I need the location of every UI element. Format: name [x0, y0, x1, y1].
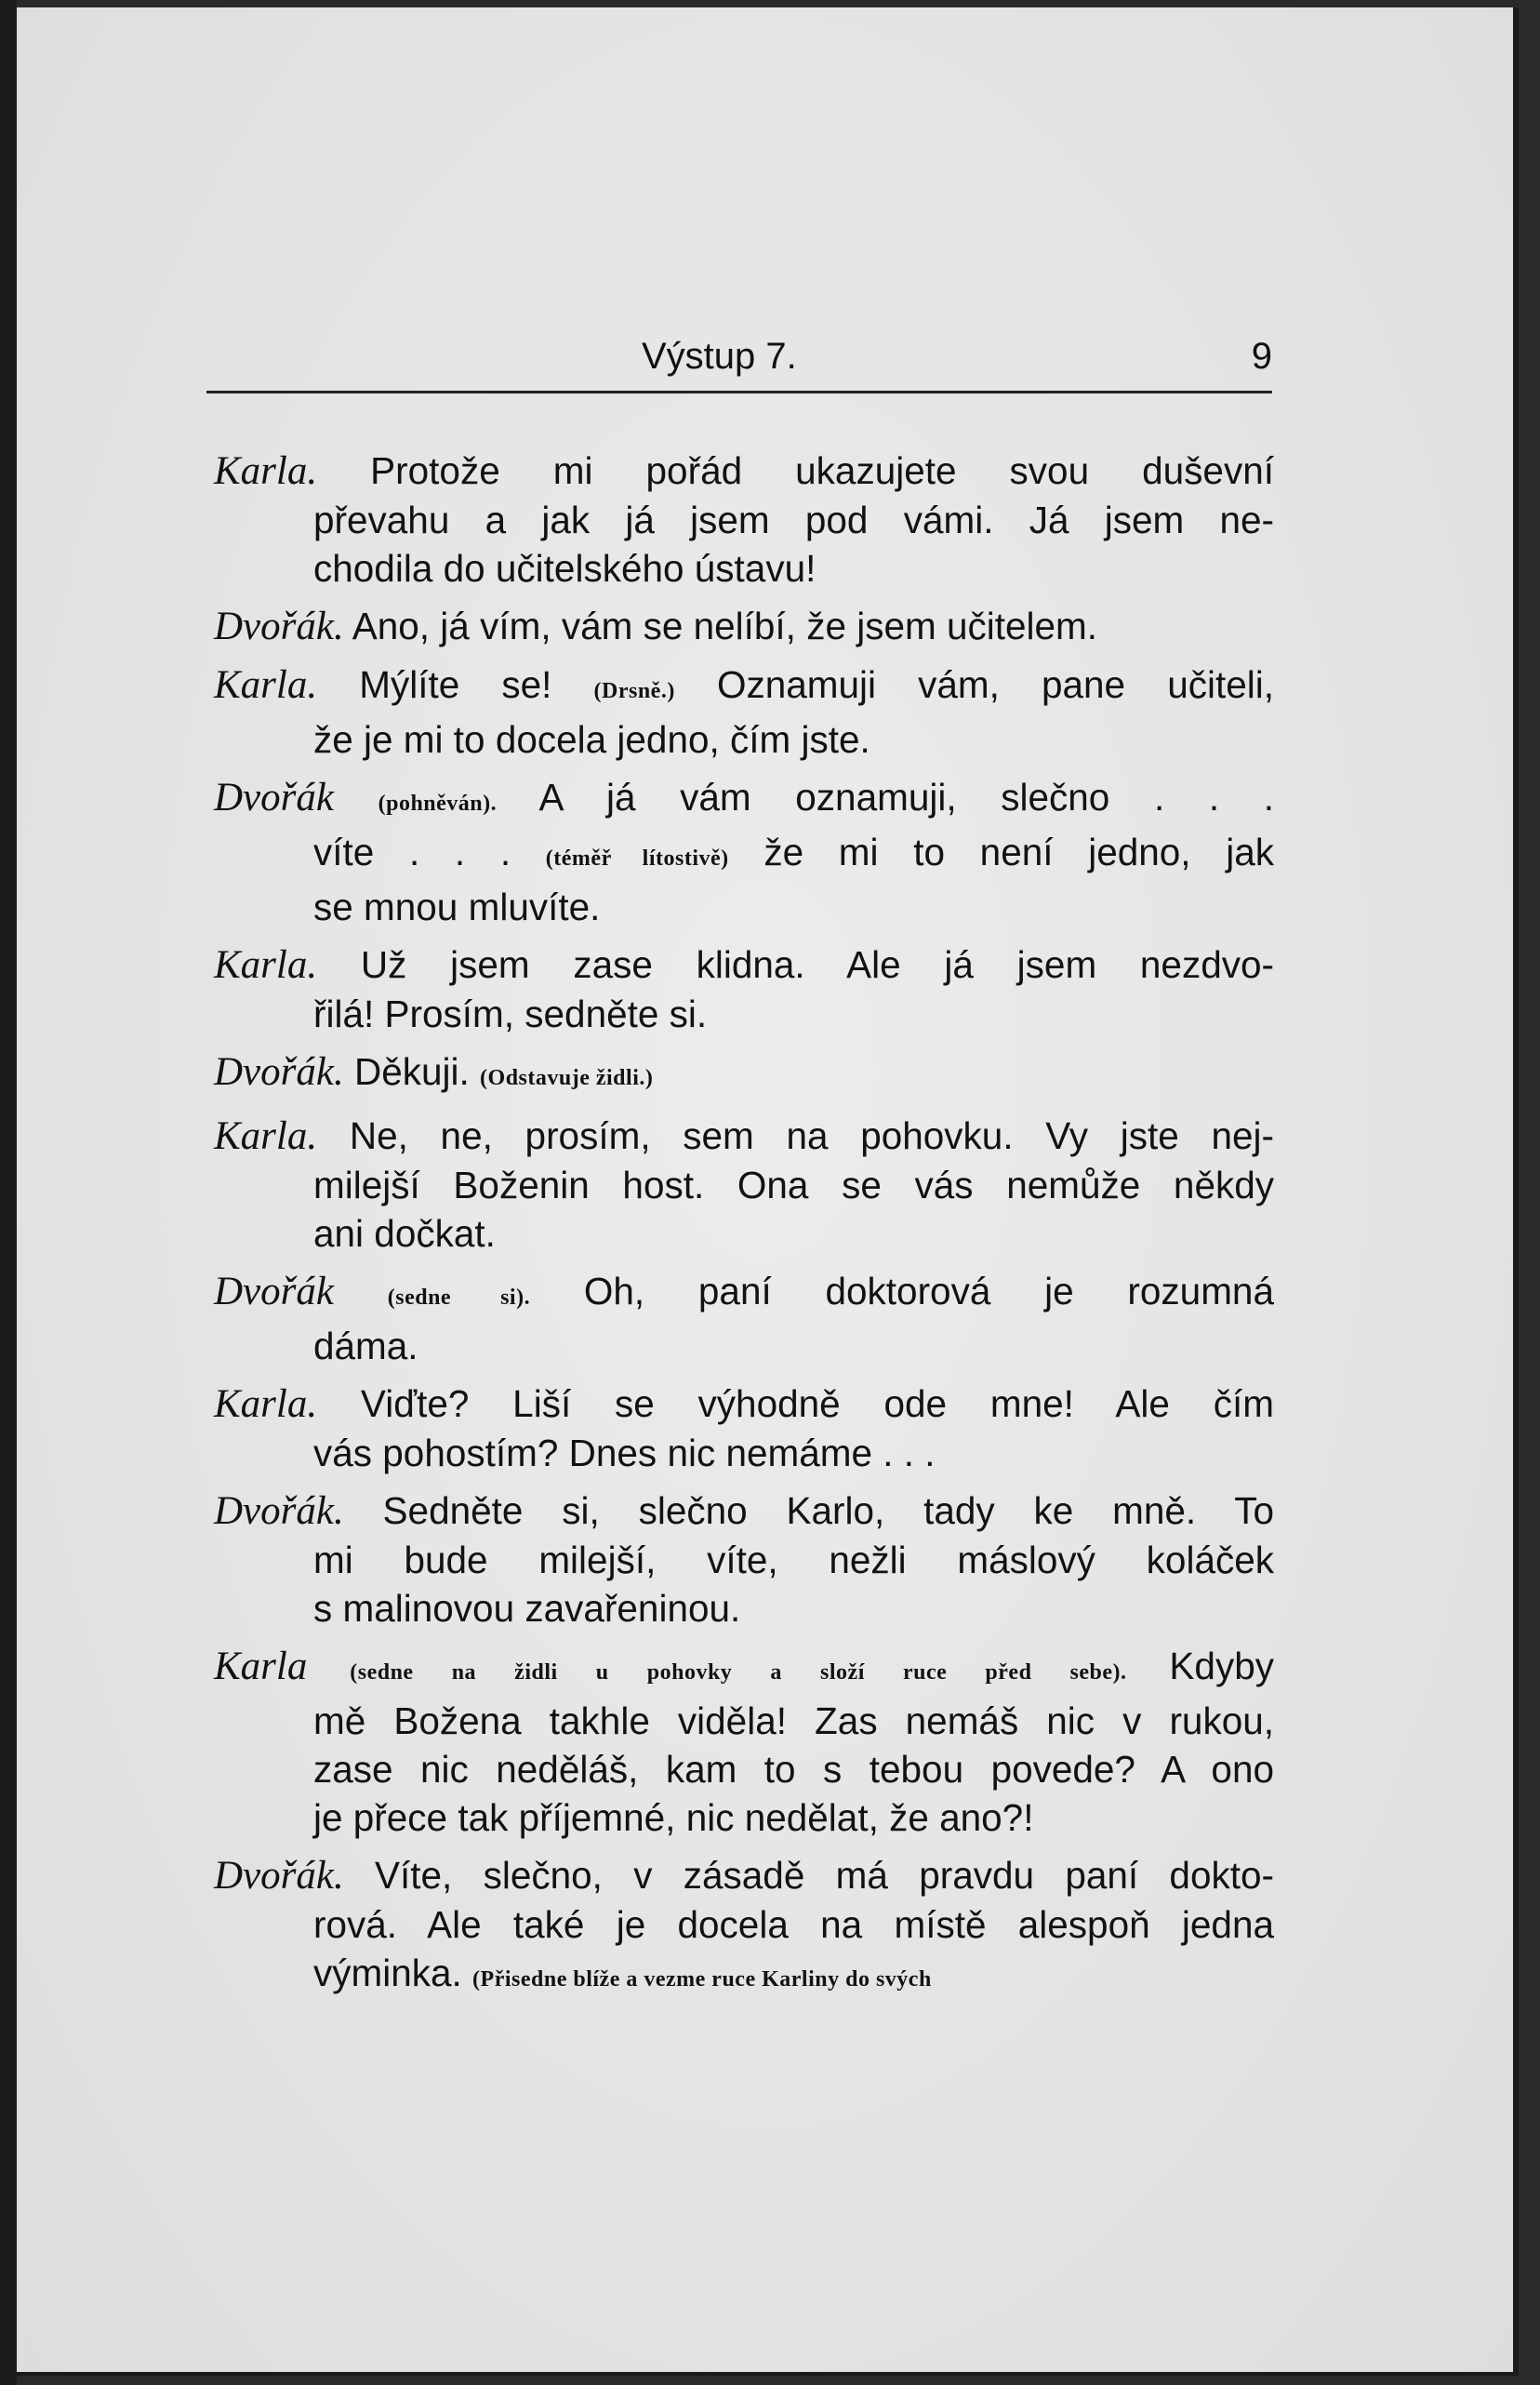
dialogue-entry	[214, 940, 1274, 1038]
dialogue-text-run: výminka.	[313, 1952, 473, 1994]
dialogue-line	[214, 940, 1274, 990]
dialogue-entry	[214, 602, 1274, 651]
stage-direction: (Drsně.)	[593, 679, 675, 703]
dialogue-text-run: Sedněte si, slečno Karlo, tady ke mně. To	[343, 1489, 1274, 1532]
dialogue-text-run	[334, 1270, 388, 1312]
dialogue-line	[214, 1851, 1274, 1900]
dialogue-line	[214, 1112, 1274, 1161]
dialogue-line	[214, 883, 1274, 931]
dialogue-text-run: Oznamuji vám, pane učiteli,	[674, 663, 1274, 706]
book-spine-edge	[0, 0, 17, 2385]
dialogue-line	[214, 1379, 1274, 1429]
dialogue-text-run: Víte, slečno, v zásadě má pravdu paní dokto-	[343, 1854, 1274, 1897]
dialogue-line	[214, 1322, 1274, 1370]
dialogue-text-run: ani dočkat.	[313, 1212, 496, 1255]
dialogue-line	[214, 828, 1274, 883]
dialogue-text-run: mi bude milejší, víte, nežli máslový koláček	[313, 1539, 1274, 1581]
stage-direction: (pohněván).	[378, 792, 498, 816]
dialogue-line	[214, 1267, 1274, 1322]
dialogue-line	[214, 544, 1274, 593]
dialogue-text-run: Už jsem zase klidna. Ale já jsem nezdvo-	[317, 943, 1274, 986]
dialogue-text-run: se mnou mluvíte.	[313, 886, 601, 928]
dialogue-text	[214, 446, 1274, 2013]
speaker-name: Dvořák.	[214, 1854, 344, 1898]
header-rule	[206, 391, 1272, 393]
speaker-name: Dvořák.	[214, 605, 344, 648]
dialogue-text-run: že je mi to docela jedno, čím jste.	[313, 718, 870, 761]
dialogue-text-run: Kdyby	[1126, 1645, 1274, 1687]
stage-direction: (téměř lítostivě)	[545, 846, 729, 871]
dialogue-text-run: Ano, já vím, vám se nelíbí, že jsem učitelem.	[343, 605, 1098, 647]
dialogue-line	[214, 1900, 1274, 1949]
dialogue-line	[214, 1793, 1274, 1842]
dialogue-line	[214, 1584, 1274, 1632]
dialogue-line	[214, 1486, 1274, 1536]
dialogue-line	[214, 1161, 1274, 1209]
dialogue-text-run	[307, 1645, 350, 1687]
dialogue-text-run: chodila do učitelského ústavu!	[313, 547, 816, 590]
dialogue-line	[214, 715, 1274, 764]
dialogue-entry	[214, 1267, 1274, 1370]
speaker-name: Karla.	[214, 1114, 318, 1158]
dialogue-entry	[214, 660, 1274, 764]
dialogue-text-run: řilá! Prosím, sedněte si.	[313, 993, 708, 1035]
speaker-name: Karla.	[214, 1382, 318, 1426]
dialogue-entry	[214, 1112, 1274, 1258]
stage-direction: (sedne na židli u pohovky a složí ruce před sebe).	[350, 1660, 1127, 1685]
dialogue-entry	[214, 446, 1274, 593]
dialogue-text-run: Mýlíte se!	[317, 663, 594, 706]
running-header-title: Výstup 7.	[642, 336, 797, 377]
speaker-name: Karla.	[214, 449, 318, 493]
dialogue-line	[214, 1536, 1274, 1584]
dialogue-text-run: Ne, ne, prosím, sem na pohovku. Vy jste nej-	[317, 1114, 1274, 1157]
dialogue-text-run: Oh, paní doktorová je rozumná	[530, 1270, 1274, 1312]
page-number: 9	[1251, 336, 1272, 377]
dialogue-entry	[214, 773, 1274, 931]
dialogue-text-run: s malinovou zavařeninou.	[313, 1587, 741, 1630]
dialogue-line	[214, 1047, 1274, 1102]
speaker-name: Dvořák.	[214, 1050, 344, 1094]
dialogue-line	[214, 773, 1274, 828]
dialogue-text-run: zase nic neděláš, kam to s tebou povede? A ono	[313, 1748, 1274, 1791]
dialogue-entry	[214, 1642, 1274, 1842]
dialogue-line	[214, 990, 1274, 1038]
dialogue-text-run: milejší Boženin host. Ona se vás nemůže někdy	[313, 1164, 1274, 1206]
dialogue-text-run: Protože mi pořád ukazujete svou duševní	[317, 449, 1274, 492]
dialogue-line	[214, 496, 1274, 544]
speaker-name: Dvořák	[214, 1270, 334, 1313]
dialogue-entry	[214, 1379, 1274, 1477]
dialogue-line	[214, 1697, 1274, 1745]
dialogue-text-run: vás pohostím? Dnes nic nemáme . . .	[313, 1432, 936, 1474]
dialogue-line	[214, 446, 1274, 496]
speaker-name: Karla.	[214, 663, 318, 707]
dialogue-line	[214, 1745, 1274, 1793]
dialogue-text-run: Viďte? Liší se výhodně ode mne! Ale čím	[317, 1382, 1274, 1425]
dialogue-line	[214, 1642, 1274, 1697]
dialogue-text-run: mě Božena takhle viděla! Zas nemáš nic v rukou,	[313, 1699, 1274, 1742]
speaker-name: Karla	[214, 1645, 308, 1688]
dialogue-entry	[214, 1486, 1274, 1632]
dialogue-entry	[214, 1047, 1274, 1102]
dialogue-text-run: je přece tak příjemné, nic nedělat, že ano?!	[313, 1796, 1034, 1839]
running-header	[206, 333, 1272, 380]
dialogue-line	[214, 660, 1274, 715]
dialogue-text-run: Děkuji.	[343, 1050, 481, 1093]
stage-direction: (sedne si).	[387, 1286, 531, 1310]
dialogue-text-run	[334, 776, 378, 819]
stage-direction: (Přisedne blíže a vezme ruce Karliny do svých	[472, 1967, 932, 1992]
dialogue-entry	[214, 1851, 1274, 2004]
speaker-name: Karla.	[214, 943, 318, 987]
dialogue-text-run: dáma.	[313, 1325, 418, 1367]
speaker-name: Dvořák	[214, 776, 334, 819]
dialogue-text-run: že mi to není jedno, jak	[728, 831, 1274, 873]
stage-direction: (Odstavuje židli.)	[480, 1066, 654, 1090]
speaker-name: Dvořák.	[214, 1489, 344, 1533]
dialogue-text-run: A já vám oznamuji, slečno . . .	[497, 776, 1274, 819]
dialogue-line	[214, 602, 1274, 651]
dialogue-line	[214, 1949, 1274, 2004]
dialogue-text-run: rová. Ale také je docela na místě alespoň jedna	[313, 1903, 1274, 1946]
dialogue-text-run: víte . . .	[313, 831, 546, 873]
dialogue-text-run: převahu a jak já jsem pod vámi. Já jsem ne-	[313, 499, 1274, 541]
dialogue-line	[214, 1429, 1274, 1477]
dialogue-line	[214, 1209, 1274, 1258]
